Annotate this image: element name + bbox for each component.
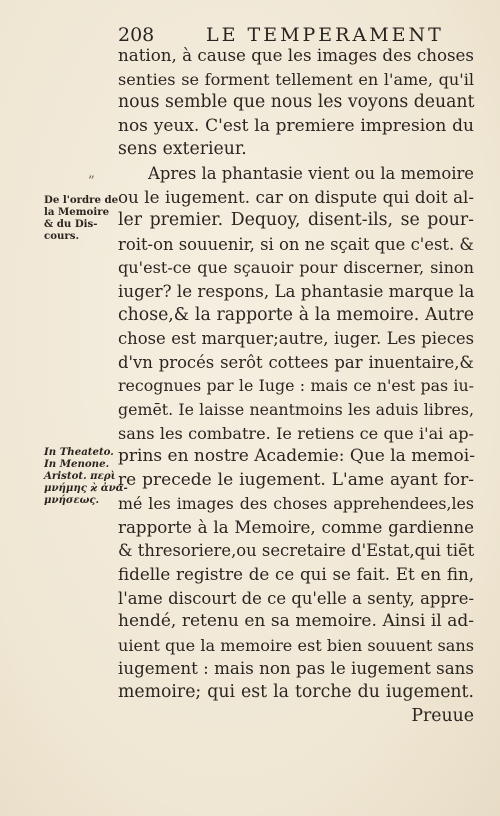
text-line: iuger? le respons, La phantasie marque la bbox=[118, 280, 475, 301]
text-line: sans les combatre. Ie retiens ce que i'ai ap- bbox=[118, 423, 474, 443]
text-line: rapporte à la Memoire, comme gardienne bbox=[118, 516, 474, 537]
margin-note-line: In Theateto. bbox=[44, 446, 114, 458]
text-line: iugement : mais non pas le iugement sans bbox=[118, 658, 474, 679]
text-line: l'ame discourt de ce qu'elle a senty, appre- bbox=[118, 588, 474, 608]
margin-note-line: μνήμης ϰ̀ ἀνα- bbox=[44, 482, 128, 494]
margin-note-line: In Menone. bbox=[44, 458, 110, 470]
text-line: recognues par le Iuge : mais ce n'est pas iu- bbox=[118, 376, 474, 396]
text-line: mé les images des choses apprehendees,les bbox=[118, 494, 474, 514]
text-line: chose est marquer;autre, iuger. Les pieces bbox=[118, 329, 474, 349]
text-line: nation, à cause que les images des choses bbox=[118, 45, 474, 65]
margin-note-line: De l'ordre de bbox=[44, 194, 119, 206]
text-line: gemēt. Ie laisse neantmoins les aduis libres, bbox=[118, 399, 474, 419]
margin-note-line: & du Dis- bbox=[44, 218, 98, 230]
running-title: LE TEMPERAMENT bbox=[206, 24, 444, 46]
text-line: memoire; qui est la torche du iugement. bbox=[118, 682, 474, 703]
page-header bbox=[118, 24, 478, 46]
text-line: ou le iugement. car on dispute qui doit al- bbox=[118, 186, 474, 207]
margin-note-line: μνήσεως. bbox=[44, 494, 100, 506]
page-number: 208 bbox=[118, 24, 155, 46]
text-line: uient que la memoire est bien souuent sans bbox=[118, 635, 474, 655]
text-line: Apres la phantasie vient ou la memoire bbox=[148, 163, 474, 183]
text-line: ler premier. Dequoy, disent-ils, se pour- bbox=[118, 210, 474, 231]
margin-note-line: Aristot. περὶ bbox=[44, 470, 116, 482]
body-text bbox=[118, 44, 474, 728]
text-line: d'vn procés serôt cottees par inuentaire,& bbox=[118, 352, 474, 372]
margin-note-line: la Memoire bbox=[44, 206, 110, 218]
text-line: sens exterieur. bbox=[118, 139, 247, 160]
margin-note-references bbox=[44, 446, 128, 506]
margin-mark: ” bbox=[88, 174, 95, 189]
catchword: Preuue bbox=[411, 705, 474, 726]
text-line: re precede le iugement. L'ame ayant for- bbox=[118, 469, 474, 490]
text-line: senties se forment tellement en l'ame, qu'il bbox=[118, 69, 474, 89]
text-line: fidelle registre de ce qui se fait. Et en fin, bbox=[118, 564, 474, 585]
text-line: nous semble que nous les voyons deuant bbox=[118, 92, 475, 113]
text-line: chose,& la rapporte à la memoire. Autre bbox=[118, 304, 474, 325]
text-line: roit-on souuenir, si on ne sçait que c'est. & bbox=[118, 234, 474, 254]
text-line: qu'est-ce que sçauoir pour discerner, sinon bbox=[118, 258, 474, 278]
text-line: prins en nostre Academie: Que la memoi- bbox=[118, 446, 475, 467]
text-line: hendé, retenu en sa memoire. Ainsi il ad- bbox=[118, 611, 474, 632]
margin-note-ordre bbox=[44, 194, 124, 242]
text-line: & thresoriere,ou secretaire d'Estat,qui tiēt bbox=[118, 541, 475, 561]
margin-note-line: cours. bbox=[44, 230, 80, 242]
text-line: nos yeux. C'est la premiere impresion du bbox=[118, 115, 474, 136]
